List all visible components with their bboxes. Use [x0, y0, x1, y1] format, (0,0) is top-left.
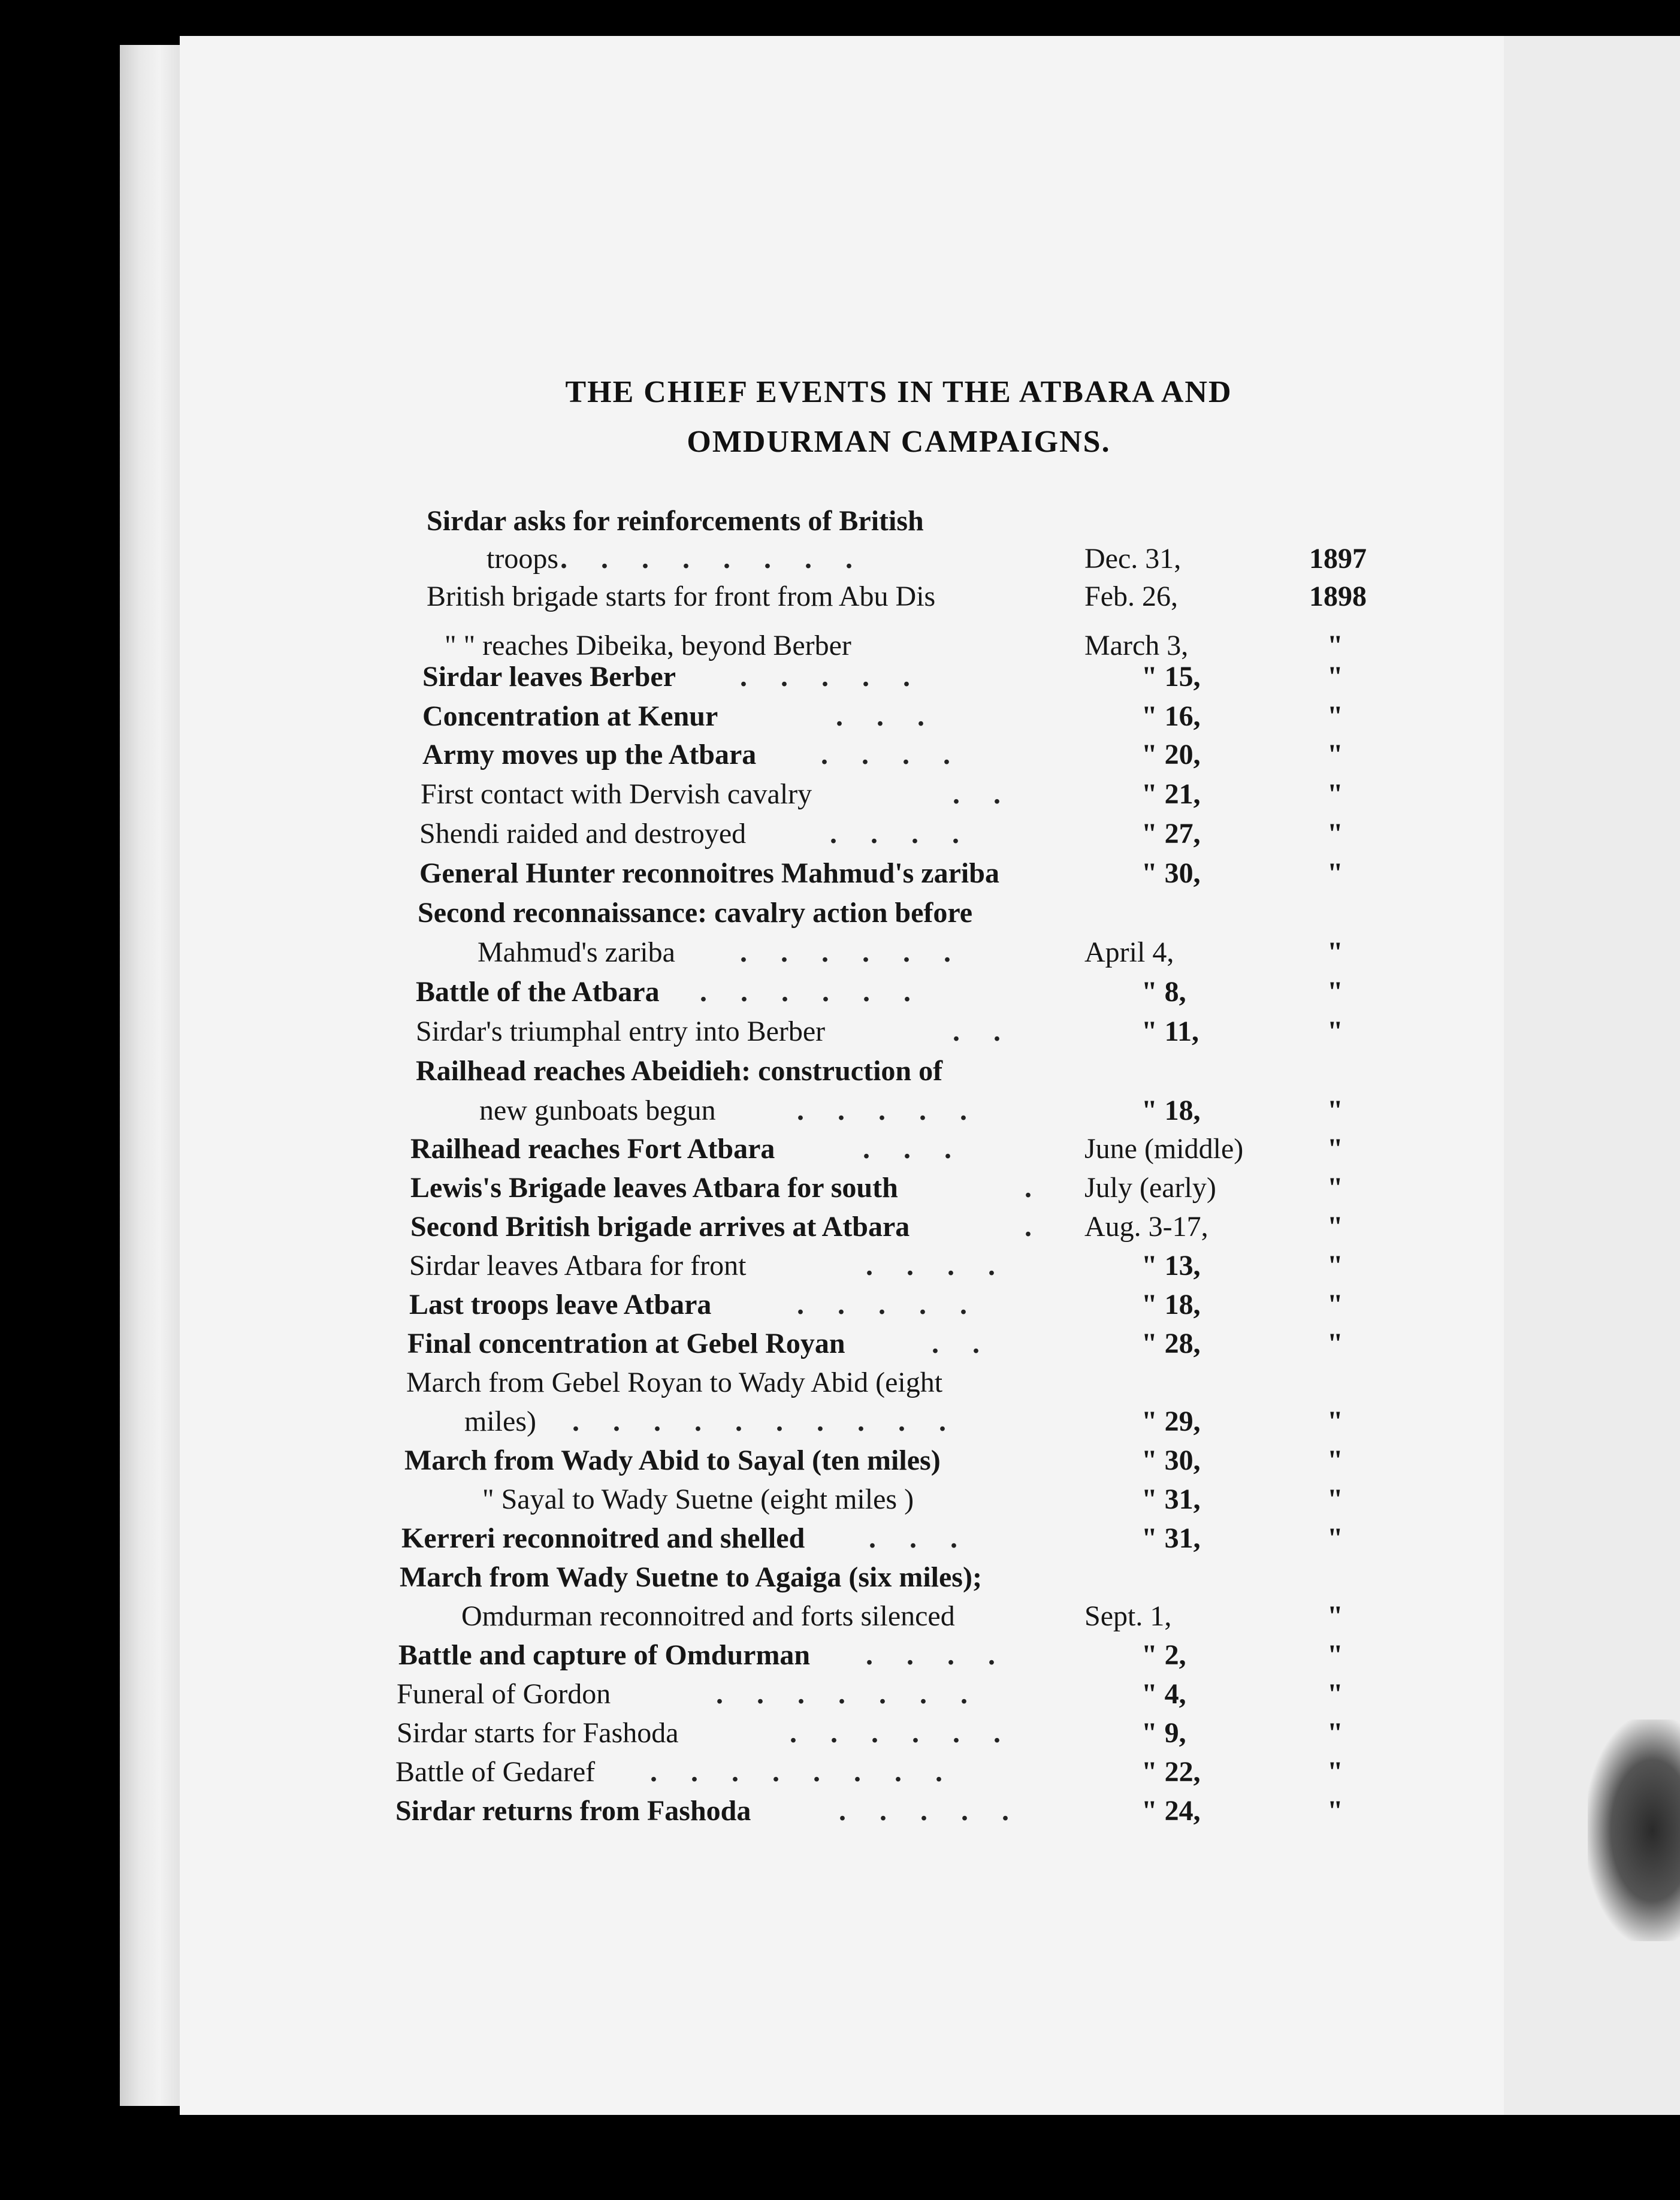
event-date: " 8, — [1141, 976, 1186, 1008]
event-description: March from Gebel Royan to Wady Abid (eight — [406, 1367, 943, 1398]
event-date: " 28, — [1141, 1328, 1201, 1359]
event-year: " — [1327, 1717, 1343, 1749]
event-year: 1898 — [1309, 581, 1367, 612]
event-description: Second reconnaissance: cavalry action before — [418, 897, 973, 929]
event-description: " " reaches Dibeika, beyond Berber — [445, 630, 851, 661]
event-date: Sept. 1, — [1084, 1600, 1172, 1632]
event-description: Last troops leave Atbara — [409, 1289, 712, 1320]
dot-leader: . . . . . . — [790, 1717, 1014, 1749]
event-year: " — [1327, 1600, 1343, 1632]
event-description: First contact with Dervish cavalry — [421, 778, 812, 810]
event-date: " 21, — [1141, 778, 1201, 810]
event-description: Shendi raided and destroyed — [419, 818, 747, 850]
event-year: " — [1327, 818, 1343, 850]
event-description: March from Wady Abid to Sayal (ten miles) — [404, 1444, 941, 1476]
event-row — [0, 700, 1378, 737]
event-row — [0, 1171, 1378, 1208]
event-row — [0, 542, 1378, 579]
event-description: Sirdar leaves Atbara for front — [409, 1250, 747, 1282]
event-date: " 31, — [1141, 1483, 1201, 1515]
event-year: " — [1327, 778, 1343, 810]
page-title-line-1: THE CHIEF EVENTS IN THE ATBARA AND — [565, 375, 1232, 409]
dot-leader: . . . . . — [839, 1795, 1022, 1827]
event-year: " — [1327, 1172, 1343, 1204]
event-description: General Hunter reconnoitres Mahmud's zariba — [419, 857, 999, 889]
event-row — [0, 1483, 1378, 1520]
dot-leader: . . . — [869, 1522, 971, 1554]
event-year: " — [1327, 1328, 1343, 1359]
event-date: " 2, — [1141, 1639, 1186, 1671]
event-description: Battle of the Atbara — [416, 976, 660, 1008]
event-date: " 4, — [1141, 1678, 1186, 1710]
event-date: " 15, — [1141, 661, 1201, 693]
event-date: " 18, — [1141, 1289, 1201, 1320]
event-description: " Sayal to Wady Suetne (eight miles ) — [482, 1483, 914, 1515]
dot-leader: . . . . . . . . — [560, 543, 866, 575]
event-row — [0, 1327, 1378, 1364]
event-row — [0, 1678, 1378, 1715]
dot-leader: . . . . — [830, 818, 972, 850]
event-description: Sirdar starts for Fashoda — [397, 1717, 679, 1749]
event-year: " — [1327, 1444, 1343, 1476]
event-row — [0, 778, 1378, 815]
event-date: " 30, — [1141, 857, 1201, 889]
event-description: British brigade starts for front from Abu Dis — [427, 581, 936, 612]
event-year: 1897 — [1309, 543, 1367, 575]
dot-leader: . . . . — [866, 1250, 1008, 1282]
event-description: Funeral of Gordon — [397, 1678, 611, 1710]
event-date: " 30, — [1141, 1444, 1201, 1476]
event-year: " — [1327, 1211, 1343, 1243]
event-description: Army moves up the Atbara — [422, 739, 757, 770]
dot-leader: . . — [953, 1016, 1014, 1047]
event-description: new gunboats begun — [479, 1095, 716, 1126]
event-year: " — [1327, 661, 1343, 693]
event-year: " — [1327, 1289, 1343, 1320]
event-description: Concentration at Kenur — [422, 700, 718, 732]
event-description: Second British brigade arrives at Atbara — [410, 1211, 910, 1243]
event-row — [0, 1210, 1378, 1247]
event-row — [0, 1717, 1378, 1754]
event-row — [0, 738, 1378, 775]
event-date: July (early) — [1084, 1172, 1216, 1204]
event-description: Battle of Gedaref — [395, 1756, 596, 1788]
event-description: Sirdar asks for reinforcements of British — [427, 505, 924, 537]
event-row — [0, 1755, 1378, 1793]
event-description: Railhead reaches Fort Atbara — [410, 1133, 775, 1165]
event-year: " — [1327, 1678, 1343, 1710]
event-date: " 31, — [1141, 1522, 1201, 1554]
event-row — [0, 504, 1378, 542]
event-year: " — [1327, 976, 1343, 1008]
event-row — [0, 936, 1378, 973]
event-year: " — [1327, 1756, 1343, 1788]
event-row — [0, 1249, 1378, 1286]
event-description: March from Wady Suetne to Agaiga (six miles); — [400, 1561, 982, 1593]
dot-leader: . . . . . . . . . . — [572, 1406, 959, 1437]
event-year: " — [1327, 1639, 1343, 1671]
event-description: Sirdar's triumphal entry into Berber — [416, 1016, 826, 1047]
dot-leader: . . — [953, 778, 1014, 810]
event-date: " 29, — [1141, 1406, 1201, 1437]
event-year: " — [1327, 1133, 1343, 1165]
dot-leader: . . . . . . — [740, 936, 964, 968]
event-date: Feb. 26, — [1084, 581, 1178, 612]
event-description: Omdurman reconnoitred and forts silenced — [461, 1600, 955, 1632]
event-description: troops — [487, 543, 558, 575]
dot-leader: . . . . . . — [700, 976, 924, 1008]
event-date: March 3, — [1084, 630, 1189, 661]
event-row — [0, 1015, 1378, 1052]
event-row — [0, 1639, 1378, 1676]
event-date: June (middle) — [1084, 1133, 1244, 1165]
event-description: Sirdar leaves Berber — [422, 661, 676, 693]
event-row — [0, 975, 1378, 1013]
event-row — [0, 1094, 1378, 1131]
event-year: " — [1327, 1095, 1343, 1126]
event-date: " 18, — [1141, 1095, 1201, 1126]
event-date: " 9, — [1141, 1717, 1186, 1749]
event-date: " 16, — [1141, 700, 1201, 732]
event-date: Dec. 31, — [1084, 543, 1182, 575]
event-description: Sirdar returns from Fashoda — [395, 1795, 751, 1827]
event-year: " — [1327, 1406, 1343, 1437]
event-description: Kerreri reconnoitred and shelled — [401, 1522, 805, 1554]
dot-leader: . . . — [863, 1133, 965, 1165]
event-row — [0, 896, 1378, 933]
event-description: Lewis's Brigade leaves Atbara for south — [410, 1172, 898, 1204]
event-year: " — [1327, 739, 1343, 770]
event-date: " 11, — [1141, 1016, 1199, 1047]
dot-leader: . . . . — [866, 1639, 1008, 1671]
event-row — [0, 1132, 1378, 1169]
event-year: " — [1327, 936, 1343, 968]
event-row — [0, 857, 1378, 894]
event-row — [0, 1054, 1378, 1092]
event-year: " — [1327, 700, 1343, 732]
event-date: April 4, — [1084, 936, 1174, 968]
event-date: Aug. 3-17, — [1084, 1211, 1208, 1243]
event-row — [0, 660, 1378, 697]
dot-leader: . . . . . . . . — [650, 1756, 956, 1788]
event-year: " — [1327, 1522, 1343, 1554]
event-year: " — [1327, 1016, 1343, 1047]
event-year: " — [1327, 1483, 1343, 1515]
dot-leader: . . . . . — [740, 661, 923, 693]
dot-leader: . . . — [836, 700, 938, 732]
dot-leader: . — [1025, 1172, 1045, 1204]
event-year: " — [1327, 1250, 1343, 1282]
event-row — [0, 1794, 1378, 1832]
event-description: Mahmud's zariba — [478, 936, 675, 968]
event-row — [0, 1522, 1378, 1559]
event-date: " 24, — [1141, 1795, 1201, 1827]
event-year: " — [1327, 630, 1343, 661]
page-title-line-2: OMDURMAN CAMPAIGNS. — [687, 425, 1111, 459]
event-row — [0, 1561, 1378, 1598]
dot-leader: . — [1025, 1211, 1045, 1243]
event-row — [0, 580, 1378, 617]
event-year: " — [1327, 1795, 1343, 1827]
dot-leader: . . . . . . . — [716, 1678, 981, 1710]
event-row — [0, 1366, 1378, 1403]
page-stain — [1588, 1719, 1680, 1941]
event-description: miles) — [464, 1406, 536, 1437]
event-date: " 13, — [1141, 1250, 1201, 1282]
event-date: " 27, — [1141, 818, 1201, 850]
event-date: " 22, — [1141, 1756, 1201, 1788]
dot-leader: . . — [932, 1328, 993, 1359]
dot-leader: . . . . — [821, 739, 963, 770]
dot-leader: . . . . . — [797, 1095, 980, 1126]
event-row — [0, 1405, 1378, 1442]
event-description: Railhead reaches Abeidieh: construction of — [416, 1055, 943, 1087]
event-row — [0, 1288, 1378, 1325]
event-row — [0, 817, 1378, 854]
event-row — [0, 1600, 1378, 1637]
event-year: " — [1327, 857, 1343, 889]
event-description: Final concentration at Gebel Royan — [407, 1328, 845, 1359]
event-row — [0, 1444, 1378, 1481]
dot-leader: . . . . . — [797, 1289, 980, 1320]
event-description: Battle and capture of Omdurman — [398, 1639, 811, 1671]
event-date: " 20, — [1141, 739, 1201, 770]
